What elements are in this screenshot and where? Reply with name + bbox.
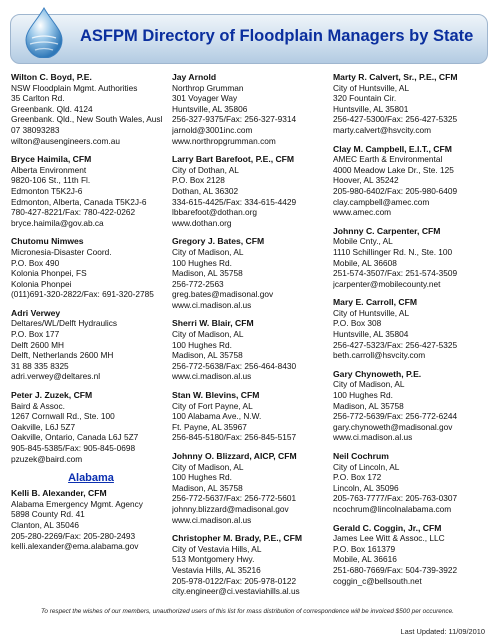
directory-column-2	[172, 72, 332, 597]
member-name: Wilton C. Boyd, P.E.	[11, 72, 92, 82]
member-name: Stan W. Blevins, CFM	[172, 390, 260, 401]
contact-line: Baird & Assoc.	[11, 400, 65, 411]
email-link[interactable]: greg.bates@madisonal.gov	[172, 289, 274, 300]
contact-line: 256-772-5637/Fax: 256-772-5601	[172, 493, 297, 504]
member-name: Sherri W. Blair, CFM	[172, 318, 254, 329]
page-title: ASFPM Directory of Floodplain Managers by State	[80, 27, 474, 45]
contact-line: 251-680-7669/Fax: 504-739-3922	[333, 564, 458, 575]
contact-line: 100 Hughes Rd.	[172, 472, 232, 483]
contact-line: City of Huntsville, AL	[333, 307, 410, 318]
website-link[interactable]: www.ci.madison.al.us	[172, 299, 252, 310]
directory-entry	[333, 226, 493, 290]
contact-line: Delft 2600 MH	[11, 339, 65, 350]
member-name: Neil Cochrum	[333, 451, 389, 461]
member-name: Johnny C. Carpenter, CFM	[333, 225, 441, 236]
contact-line: 256-845-5180/Fax: 256-845-5157	[172, 432, 297, 443]
contact-line: Greenbank. Qld., New South Wales, Ausl	[11, 114, 163, 125]
contact-line: (011)691-320-2822/Fax: 691-320-2785	[11, 289, 154, 300]
contact-line: 5898 County Rd. 41	[11, 509, 85, 520]
directory-entry	[333, 369, 493, 443]
contact-line: Delft, Netherlands 2600 MH	[11, 350, 114, 361]
water-drop-globe-logo-icon	[18, 6, 70, 58]
contact-line: 9820-106 St., 11th Fl.	[11, 175, 91, 186]
website-link[interactable]: www.ci.madison.al.us	[333, 432, 413, 443]
directory-entry	[11, 488, 171, 552]
website-link[interactable]: www.northropgrumman.com	[172, 135, 276, 146]
directory-entry	[172, 236, 332, 310]
contact-line: P.O. Box 308	[333, 318, 382, 329]
contact-line: 205-763-7777/Fax: 205-763-0307	[333, 493, 458, 504]
contact-line: Alberta Environment	[11, 164, 87, 175]
email-link[interactable]: wilton@ausengineers.com.au	[11, 135, 120, 146]
contact-line: Alabama Emergency Mgmt. Agency	[11, 498, 143, 509]
member-name: Johnny O. Blizzard, AICP, CFM	[172, 451, 297, 461]
contact-line: Micronesia-Disaster Coord.	[11, 246, 112, 257]
state-heading: Alabama	[68, 472, 114, 485]
contact-line: Huntsville, AL 35801	[333, 103, 409, 114]
contact-line: 31 88 335 8325	[11, 360, 69, 371]
directory-entry	[333, 451, 493, 515]
contact-line: 334-615-4425/Fax: 334-615-4429	[172, 196, 297, 207]
email-link[interactable]: johnny.blizzard@madisonal.gov	[172, 503, 289, 514]
contact-line: 251-574-3507/Fax: 251-574-3509	[333, 268, 458, 279]
contact-line: City of Madison, AL	[172, 461, 244, 472]
contact-line: Hoover, AL 35242	[333, 175, 399, 186]
directory-entry	[172, 390, 332, 443]
email-link[interactable]: coggin_c@bellsouth.net	[333, 575, 422, 586]
contact-line: 100 Alabama Ave., N.W.	[172, 411, 262, 422]
contact-line: City of Lincoln, AL	[333, 461, 400, 472]
website-link[interactable]: www.ci.madison.al.us	[172, 371, 252, 382]
member-name: Christopher M. Brady, P.E., CFM	[172, 533, 303, 544]
contact-line: 256-427-5323/Fax: 256-427-5325	[333, 339, 458, 350]
directory-column-1	[11, 72, 171, 552]
directory-entry	[11, 236, 171, 300]
contact-line: P.O. Box 172	[333, 472, 382, 483]
contact-line: P.O. Box 490	[11, 257, 60, 268]
contact-line: 256-427-5300/Fax: 256-427-5325	[333, 114, 458, 125]
contact-line: City of Dothan, AL	[172, 164, 239, 175]
member-name: Gerald C. Coggin, Jr., CFM	[333, 522, 442, 533]
website-link[interactable]: www.ci.madison.al.us	[172, 514, 252, 525]
contact-line: Madison, AL 35758	[172, 482, 243, 493]
contact-line: Mobile, AL 36608	[333, 257, 397, 268]
directory-entry	[172, 451, 332, 525]
contact-line: 1267 Cornwall Rd., Ste. 100	[11, 411, 115, 422]
directory-entry	[333, 144, 493, 218]
last-updated-date: Last Updated: 11/09/2010	[400, 627, 485, 636]
directory-entry	[333, 523, 493, 587]
member-name: Chutomu Nimwes	[11, 236, 84, 247]
contact-line: 1110 Schillinger Rd. N., Ste. 100	[333, 246, 453, 257]
email-link[interactable]: lbbarefoot@dothan.org	[172, 207, 257, 218]
contact-line: City of Madison, AL	[172, 329, 244, 340]
member-name: Larry Bart Barefoot, P.E., CFM	[172, 154, 295, 165]
member-name: Clay M. Campbell, E.I.T., CFM	[333, 143, 452, 154]
directory-column-3	[333, 72, 493, 586]
contact-line: Lincoln, AL 35096	[333, 482, 399, 493]
contact-line: P.O. Box 177	[11, 329, 60, 340]
email-link[interactable]: clay.campbell@amec.com	[333, 196, 430, 207]
directory-entry	[333, 297, 493, 361]
member-name: Marty R. Calvert, Sr., P.E., CFM	[333, 72, 458, 82]
contact-line: 205-980-6402/Fax: 205-980-6409	[333, 185, 458, 196]
website-link[interactable]: www.dothan.org	[172, 217, 232, 228]
contact-line: 205-978-0122/Fax: 205-978-0122	[172, 575, 297, 586]
email-link[interactable]: beth.carroll@hsvcity.com	[333, 350, 426, 361]
contact-line: City of Vestavia Hills, AL	[172, 543, 262, 554]
member-name: Gregory J. Bates, CFM	[172, 236, 265, 247]
contact-line: James Lee Witt & Assoc., LLC	[333, 533, 445, 544]
email-link[interactable]: gary.chynoweth@madisonal.gov	[333, 421, 453, 432]
contact-line: Ft. Payne, AL 35967	[172, 421, 247, 432]
contact-line: City of Madison, AL	[172, 246, 244, 257]
contact-line: P.O. Box 2128	[172, 175, 225, 186]
contact-line: Oakville, L6J 5Z7	[11, 421, 76, 432]
email-link[interactable]: kelli.alexander@ema.alabama.gov	[11, 541, 139, 552]
contact-line: Madison, AL 35758	[172, 350, 243, 361]
contact-line: Huntsville, AL 35806	[172, 103, 248, 114]
contact-line: 100 Hughes Rd.	[172, 257, 232, 268]
member-name: Peter J. Zuzek, CFM	[11, 390, 93, 401]
directory-entry	[333, 72, 493, 136]
contact-line: Kolonia Phonpei, FS	[11, 268, 87, 279]
contact-line: 780-427-8221/Fax: 780-422-0262	[11, 207, 136, 218]
contact-line: Deltares/WL/Delft Hydraulics	[11, 318, 118, 329]
directory-entry	[11, 154, 171, 228]
contact-line: NSW Floodplain Mgmt. Authorities	[11, 82, 138, 93]
contact-line: 301 Voyager Way	[172, 93, 238, 104]
contact-line: Kolonia Phonpei	[11, 278, 72, 289]
directory-entry	[172, 533, 332, 597]
contact-line: 256-772-2563	[172, 278, 224, 289]
contact-line: Edmonton, Alberta, Canada T5K2J-6	[11, 196, 147, 207]
contact-line: Dothan, AL 36302	[172, 185, 239, 196]
contact-line: 100 Hughes Rd.	[333, 390, 393, 401]
contact-line: Mobile Cnty., AL	[333, 236, 393, 247]
contact-line: 256-327-9375/Fax: 256-327-9314	[172, 114, 297, 125]
contact-line: 320 Fountain Cir.	[333, 93, 397, 104]
contact-line: Madison, AL 35758	[172, 268, 243, 279]
member-name: Mary E. Carroll, CFM	[333, 297, 418, 308]
contact-line: 100 Hughes Rd.	[172, 339, 232, 350]
contact-line: Edmonton T5K2J-6	[11, 185, 83, 196]
email-link[interactable]: ncochrum@lincolnalabama.com	[333, 503, 452, 514]
contact-line: Vestavia Hills, AL 35216	[172, 564, 261, 575]
email-link[interactable]: pzuzek@baird.com	[11, 453, 83, 464]
contact-line: 513 Montgomery Hwy.	[172, 554, 255, 565]
contact-line: 07 38093283	[11, 124, 60, 135]
website-link[interactable]: www.amec.com	[333, 207, 392, 218]
contact-line: 205-280-2269/Fax: 205-280-2493	[11, 530, 136, 541]
email-link[interactable]: bryce.haimila@gov.ab.ca	[11, 217, 104, 228]
directory-entry	[11, 308, 171, 382]
email-link[interactable]: city.engineer@ci.vestaviahills.al.us	[172, 586, 300, 597]
member-name: Adri Verwey	[11, 307, 61, 318]
contact-line: 256-772-5638/Fax: 256-464-8430	[172, 360, 297, 371]
member-name: Kelli B. Alexander, CFM	[11, 488, 107, 499]
directory-entry	[172, 318, 332, 382]
footer-disclaimer: To respect the wishes of our members, unauthorized users of this list for mass distribution of correspondence will be invoiced $500 per occurence.	[41, 608, 454, 615]
directory-entry	[172, 154, 332, 228]
directory-entry	[172, 72, 332, 146]
member-name: Jay Arnold	[172, 72, 217, 82]
contact-line: City of Huntsville, AL	[333, 82, 410, 93]
contact-line: Madison, AL 35758	[333, 400, 404, 411]
contact-line: 905-845-5385/Fax: 905-845-0698	[11, 443, 136, 453]
contact-line: P.O. Box 161379	[333, 543, 396, 554]
email-link[interactable]: marty.calvert@hsvcity.com	[333, 124, 432, 135]
contact-line: Northrop Grumman	[172, 82, 244, 93]
contact-line: Oakville, Ontario, Canada L6J 5Z7	[11, 432, 139, 443]
member-name: Bryce Haimila, CFM	[11, 154, 92, 165]
contact-line: 4000 Meadow Lake Dr., Ste. 125	[333, 164, 454, 175]
contact-line: 256-772-5639/Fax: 256-772-6244	[333, 411, 458, 422]
contact-line: City of Fort Payne, AL	[172, 400, 253, 411]
contact-line: 35 Carlton Rd.	[11, 93, 65, 104]
contact-line: Mobile, AL 36616	[333, 554, 397, 565]
contact-line: Clanton, AL 35046	[11, 519, 79, 530]
email-link[interactable]: jarnold@3001inc.com	[172, 124, 253, 135]
contact-line: AMEC Earth & Environmental	[333, 154, 443, 165]
directory-entry	[11, 72, 171, 146]
contact-line: City of Madison, AL	[333, 379, 405, 390]
contact-line: Greenbank. Qld. 4124	[11, 103, 93, 114]
contact-line: Huntsville, AL 35804	[333, 329, 409, 340]
email-link[interactable]: jcarpenter@mobilecounty.net	[333, 278, 441, 289]
directory-entry	[11, 390, 171, 464]
member-name: Gary Chynoweth, P.E.	[333, 368, 422, 379]
email-link[interactable]: adri.verwey@deltares.nl	[11, 371, 101, 382]
